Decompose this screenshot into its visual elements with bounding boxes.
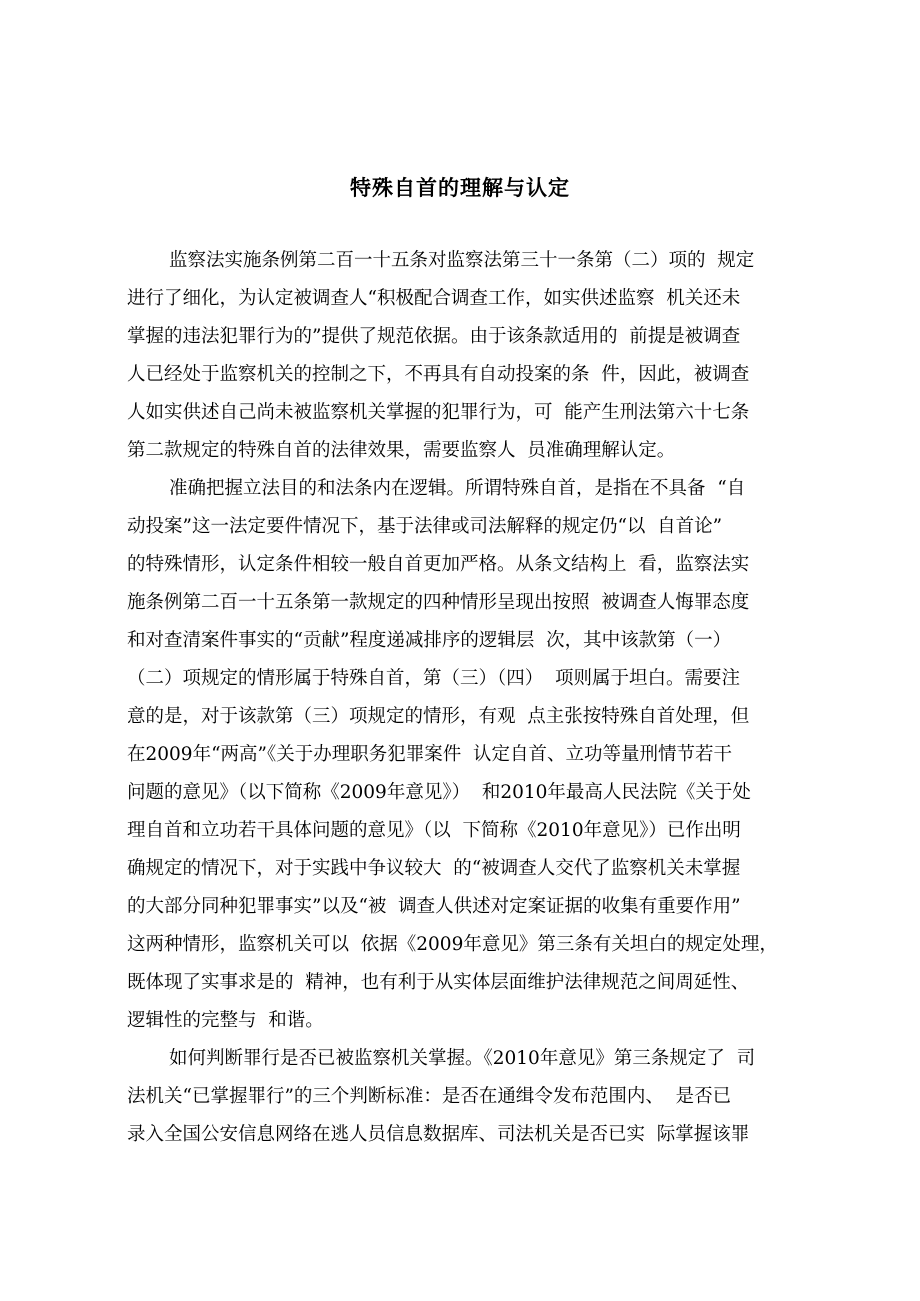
text-line: 第二款规定的特殊自首的法律效果，需要监察人 员准确理解认定。	[127, 440, 676, 461]
text-line: 动投案”这一法定要件情况下，基于法律或司法解释的规定仍“以 自首论”	[127, 516, 723, 537]
text-line: 这两种情形，监察机关可以 依据《2009年意见》第三条有关坦白的规定处理，	[127, 934, 778, 955]
text-line: 录入全国公安信息网络在逃人员信息数据库、司法机关是否已实 际掌握该罪	[127, 1124, 750, 1145]
text-line: 人如实供述自己尚未被监察机关掌握的犯罪行为，可 能产生刑法第六十七条	[127, 402, 750, 423]
text-line: 和对查清案件事实的“贡献”程度递减排序的逻辑层 次，其中该款第（一）	[127, 630, 732, 651]
text-line: 问题的意见》（以下简称《2009年意见》） 和2010年最高人民法院《关于处	[127, 782, 751, 803]
text-line: 既体现了实事求是的 精神，也有利于从实体层面维护法律规范之间周延性、	[127, 972, 750, 993]
text-line: 法机关“已掌握罪行”的三个判断标准：是否在通缉令发布范围内、 是否已	[127, 1086, 732, 1107]
text-line: 确规定的情况下，对于实践中争议较大 的“被调查人交代了监察机关未掌握	[127, 858, 741, 879]
text-line: 进行了细化，为认定被调查人“积极配合调查工作，如实供述监察 机关还未	[127, 288, 741, 309]
text-line: 的特殊情形，认定条件相较一般自首更加严格。从条文结构上 看，监察法实	[127, 554, 750, 575]
text-line: 意的是，对于该款第（三）项规定的情形，有观 点主张按特殊自首处理，但	[127, 706, 750, 727]
document-body	[127, 242, 807, 1154]
text-line: 如何判断罪行是否已被监察机关掌握。《2010年意见》第三条规定了 司	[169, 1048, 756, 1069]
text-line: 掌握的违法犯罪行为的”提供了规范依据。由于该条款适用的 前提是被调查	[127, 326, 741, 347]
text-line: 在2009年“两高”《关于办理职务犯罪案件 认定自首、立功等量刑情节若干	[127, 744, 733, 765]
text-line: 人已经处于监察机关的控制之下，不再具有自动投案的条 件，因此，被调查	[127, 364, 750, 385]
text-line: 准确把握立法目的和法条内在逻辑。所谓特殊自首，是指在不具备 “自	[169, 478, 746, 499]
text-line: 理自首和立功若干具体问题的意见》（以 下简称《2010年意见》）已作出明	[127, 820, 741, 841]
document-title: 特殊自首的理解与认定	[350, 176, 570, 200]
text-line: 逻辑性的完整与 和谐。	[127, 1010, 324, 1031]
text-line: 的大部分同种犯罪事实”以及“被 调查人供述对定案证据的收集有重要作用”	[127, 896, 741, 917]
text-line: 施条例第二百一十五条第一款规定的四种情形呈现出按照 被调查人悔罪态度	[127, 592, 750, 613]
text-line: （二）项规定的情形属于特殊自首，第（三）（四） 项则属于坦白。需要注	[127, 668, 741, 689]
text-line: 监察法实施条例第二百一十五条对监察法第三十一条第（二）项的 规定	[169, 250, 755, 271]
